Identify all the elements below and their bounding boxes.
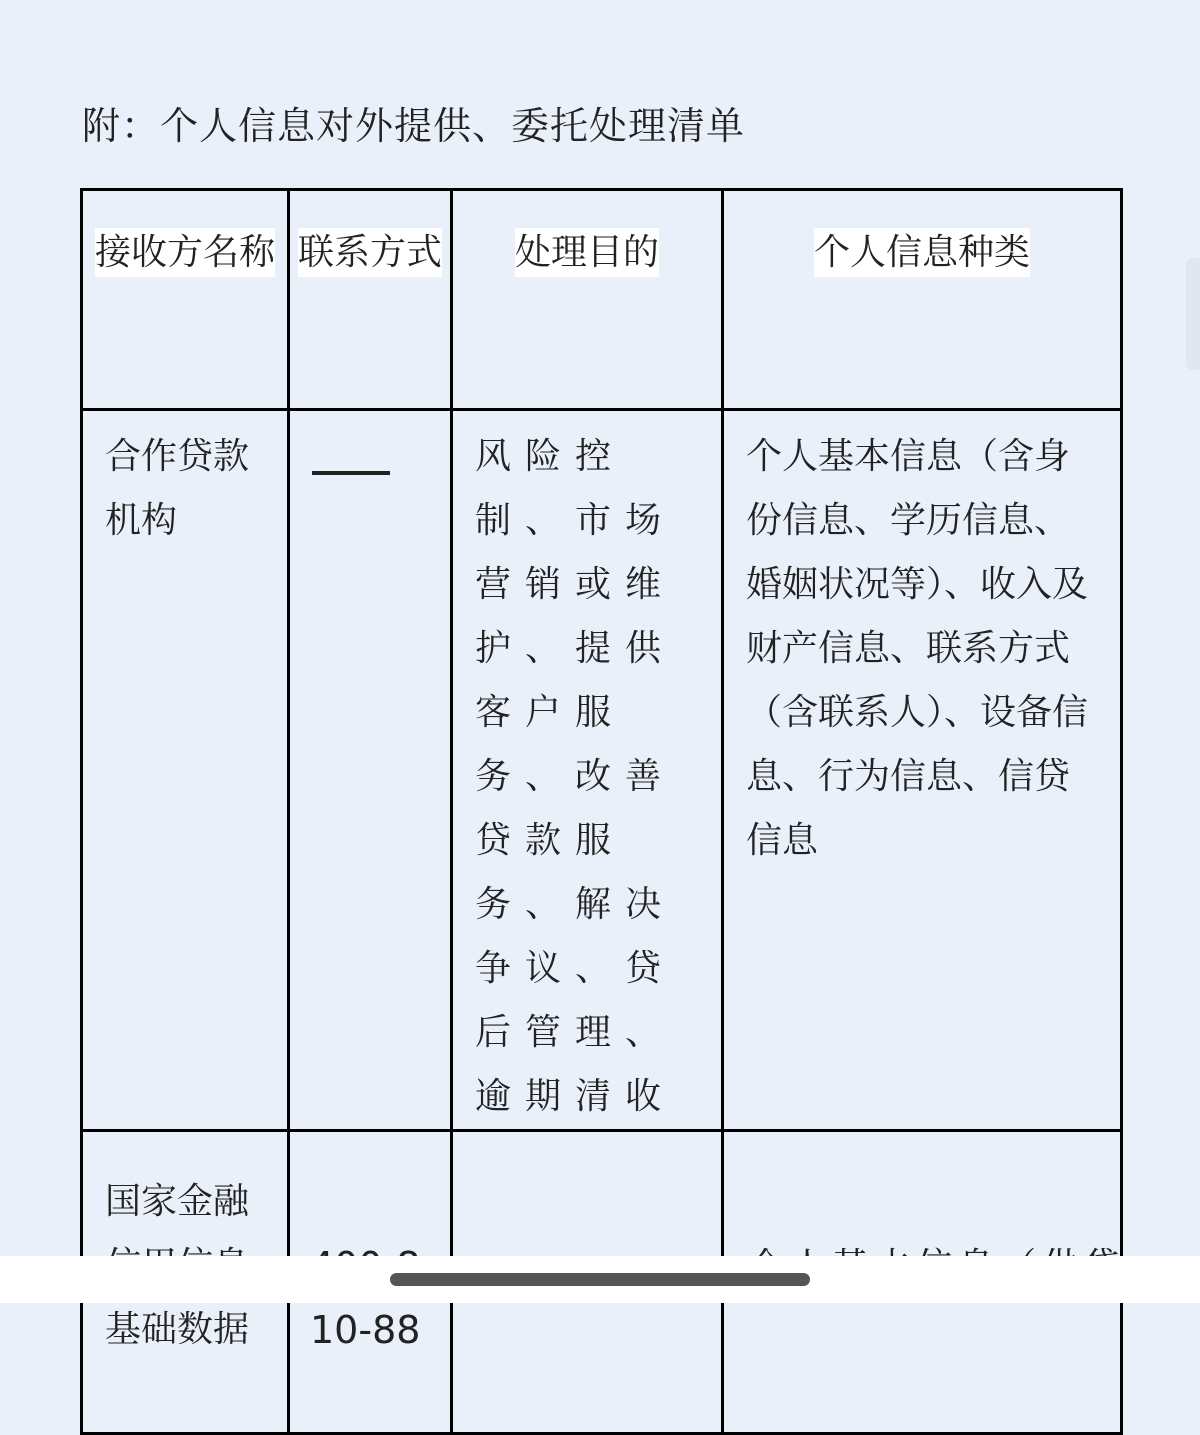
cell-purpose: [452, 410, 723, 1131]
cell-recipient: [82, 410, 289, 1131]
purpose-text: 风险控制、市场营销或维护、提供客户服务、改善贷款服务、解决争议、贷后管理、逾期清收: [475, 436, 676, 1117]
scrollbar[interactable]: [1186, 258, 1200, 370]
header-purpose-label: 处理目的: [515, 228, 659, 277]
recipient-text: 国家金融 基础数据: [105, 1181, 250, 1350]
header-contact: [289, 190, 452, 410]
info-types-text: 个人基本信息（含身份信息、学历信息、婚姻状况等）、收入及财产信息、联系方式（含联系人）、设备信息、行为信息、信贷信息: [746, 436, 1089, 861]
header-contact-label: 联系方式: [298, 228, 442, 277]
recipient-text: 合作贷款机构: [105, 436, 250, 541]
header-info-types-label: 个人信息种类: [814, 228, 1030, 277]
page-title: 附：个人信息对外提供、委托处理清单: [82, 104, 746, 148]
purpose-text: [453, 1132, 721, 1146]
header-recipient-label: 接收方名称: [95, 228, 275, 277]
home-indicator[interactable]: [390, 1273, 810, 1286]
header-info-types: [723, 190, 1122, 410]
header-purpose: [452, 190, 723, 410]
cell-info-types: [723, 410, 1122, 1131]
contact-dash: [312, 471, 390, 475]
table-row: [82, 410, 1122, 1131]
header-recipient: [82, 190, 289, 410]
contact-text: 10-88: [310, 1308, 421, 1352]
table-header-row: [82, 190, 1122, 410]
contact-dash-wrap: [290, 411, 450, 475]
cell-contact: [289, 410, 452, 1131]
